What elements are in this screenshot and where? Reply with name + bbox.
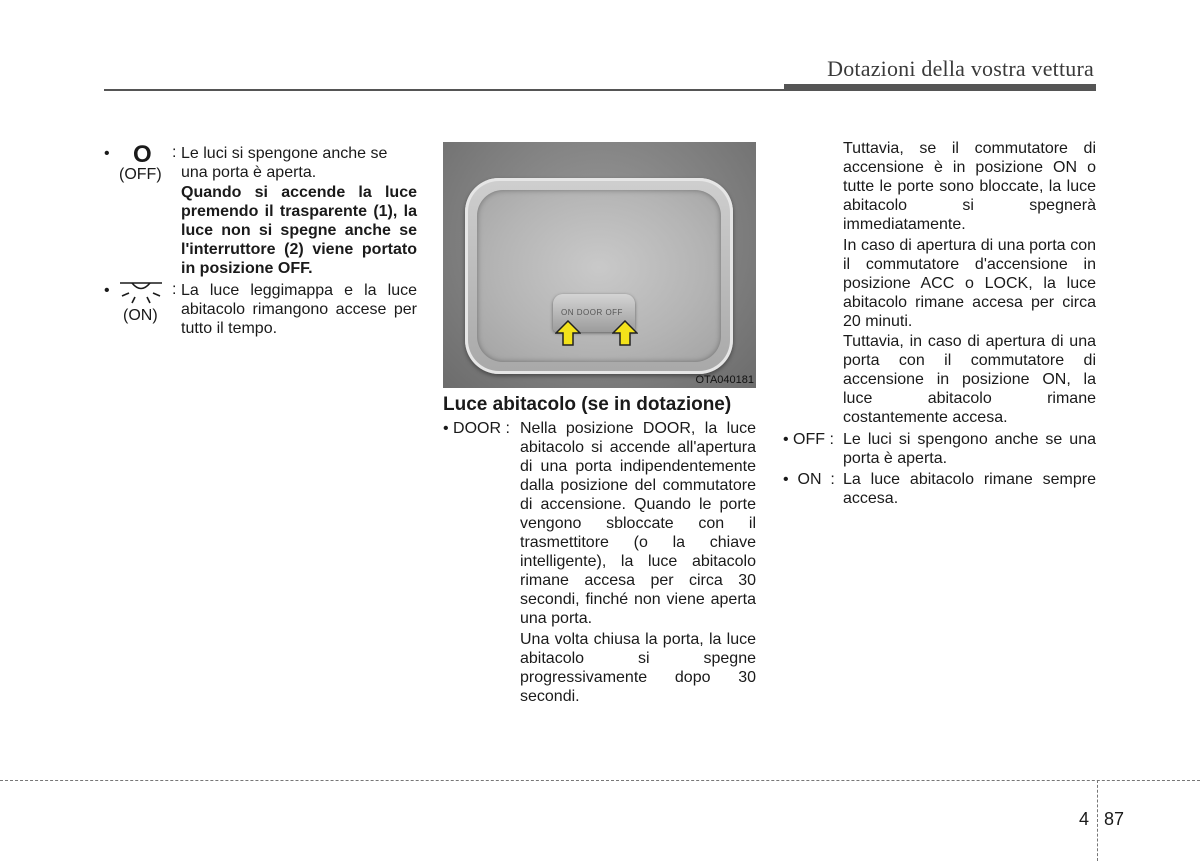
header-rule-accent (784, 84, 1096, 91)
figure-code: OTA040181 (695, 374, 754, 386)
right-paragraph-3: Tuttavia, in caso di apertura di una porta con il commutatore di accensione in posizione ON, la luce abitacolo rimane costantemente accesa. (843, 333, 1096, 426)
on-text-right: La luce abitacolo rimane sempre accesa. (843, 471, 1096, 507)
door-text-2: Una volta chiusa la porta, la luce abitacolo si spegne progressivamente dopo 30 secondi. (520, 631, 756, 705)
off-note-bold: Quando si accende la luce premendo il trasparente (1), la luce non si spegne anche se l'interruttore (2) viene portato in posizione OFF. (181, 184, 417, 277)
right-paragraph-2: In caso di apertura di una porta con il commutatore d'accensione in posizione ACC o LOCK, la luce abitacolo rimane accesa per circa 20 minuti. (843, 237, 1096, 330)
off-line1: Le luci si spengone anche se (181, 145, 388, 162)
footer-divider (1097, 780, 1098, 861)
off-caption: (OFF) (119, 166, 162, 183)
switch-label: ON DOOR OFF (561, 308, 623, 317)
arrow-up-icon (555, 320, 581, 346)
off-text: Le luci si spengono anche se una porta è aperta. (843, 431, 1096, 467)
on-colon: : (172, 281, 177, 298)
section-heading: Luce abitacolo (se in dotazione) (443, 394, 732, 415)
on-label: • ON : (783, 471, 835, 488)
page-header-title: Dotazioni della vostra vettura (827, 56, 1094, 81)
arrow-up-icon (612, 320, 638, 346)
off-symbol: O (133, 141, 152, 168)
footer-rule (0, 780, 1200, 781)
page-number: 87 (1104, 809, 1125, 829)
lamp-lens (477, 190, 721, 362)
on-text: La luce leggimappa e la luce abitacolo rimangono accese per tutto il tempo. (181, 282, 417, 337)
on-caption: (ON) (123, 307, 158, 324)
off-label: • OFF : (783, 431, 834, 448)
dome-light-photo (443, 142, 756, 388)
off-colon: : (172, 144, 177, 161)
door-label: • DOOR : (443, 420, 510, 437)
right-paragraph-1: Tuttavia, se il commutatore di accensione è in posizione ON o tutte le porte sono bloccate, la luce abitacolo si spegnerà immediatamente. (843, 140, 1096, 233)
bullet-off: • (104, 145, 110, 162)
door-text: Nella posizione DOOR, la luce abitacolo si accende all'apertura di una porta indipendentemente dalla posizione del commutatore di accensione. Quando le porte vengono sbloccate con il trasmettitore (o la chiave intelligente), la luce abitacolo rimane accesa per circa 30 secondi, finché non viene aperta una porta. (520, 420, 756, 627)
chapter-number: 4 (1079, 809, 1090, 829)
bullet-on: • (104, 282, 110, 299)
off-line2: una porta è aperta. (181, 164, 317, 181)
header-rule (104, 89, 784, 91)
